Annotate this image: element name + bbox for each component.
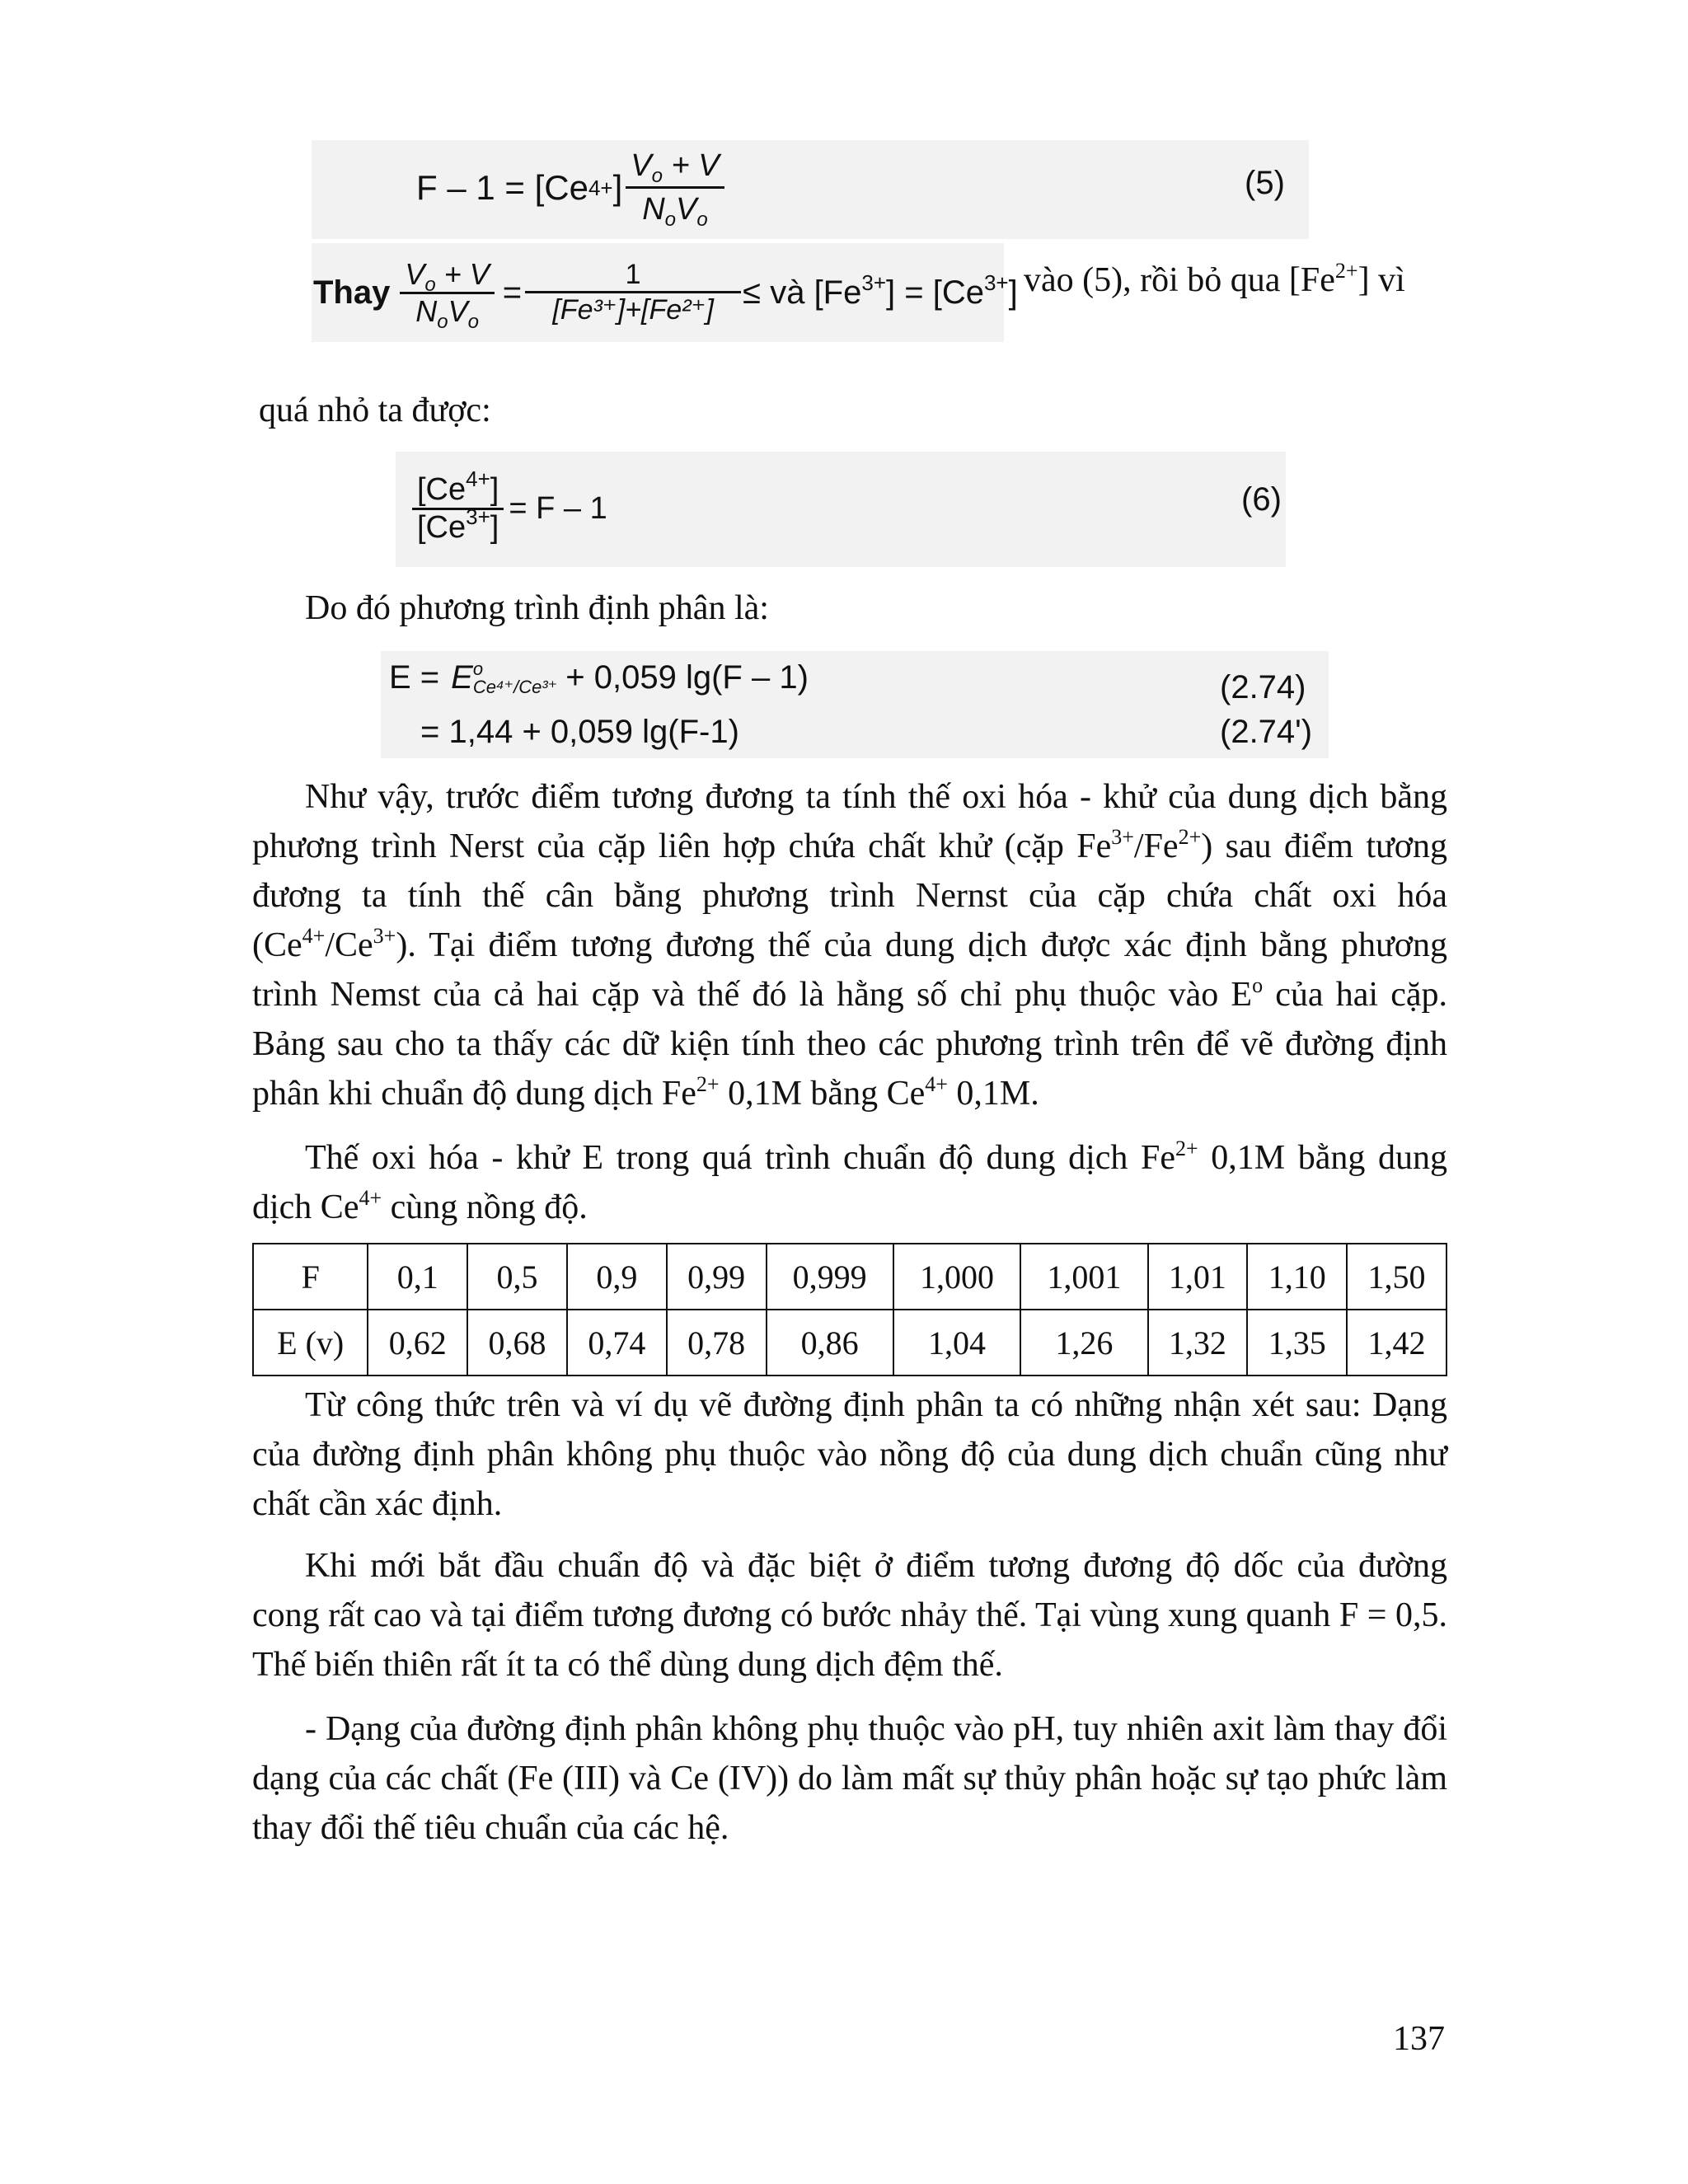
table-cell: 1,35: [1247, 1310, 1347, 1376]
thay-equation: Thay $\frac{V_o + V}{N_oV_o}$ = $\frac{1}{\text{[Fe³⁺]+[Fe²⁺]}}$ ≤ và $[Fe^{3+}] = [Ce^{3+}]$: [313, 256, 1018, 333]
line-qua-nho: quá nhỏ ta được:: [259, 391, 491, 429]
table-cell: 0,9: [567, 1244, 667, 1310]
table-cell: 1,50: [1347, 1244, 1447, 1310]
table-cell: 1,001: [1020, 1244, 1147, 1310]
table-cell: 0,86: [767, 1310, 893, 1376]
table-cell: 1,26: [1020, 1310, 1147, 1376]
table-cell: 1,04: [893, 1310, 1020, 1376]
equation-5-number: (5): [1245, 165, 1285, 201]
table-cell: 1,01: [1148, 1244, 1248, 1310]
table-cell: 1,32: [1148, 1310, 1248, 1376]
paragraph-2: Thế oxi hóa - khử E trong quá trình chuẩn độ dung dịch $Fe^{2+}$ 0,1M bằng dung dịch $Ce^{4+}$ cùng nồng độ.: [252, 1137, 1447, 1226]
equation-274b-number: (2.74'): [1220, 714, 1313, 750]
table-cell: 0,74: [567, 1310, 667, 1376]
equation-5: F – 1 = [Ce 4+ ] $\frac{V_o + V}{N_oV_o}$: [416, 145, 724, 230]
table-cell: 1,10: [1247, 1244, 1347, 1310]
page-number: 137: [1393, 2020, 1445, 2058]
equation-274-number: (2.74): [1220, 669, 1306, 705]
equation-6: $\frac{[Ce^{4+}]}{[Ce^{3+}]}$ = F – 1: [412, 457, 607, 560]
table-cell: 0,1: [368, 1244, 467, 1310]
table-cell: 0,78: [667, 1310, 767, 1376]
paragraph-5: - Dạng của đường định phân không phụ thuộc vào pH, tuy nhiên axit làm thay đổi dạng của các chất (Fe (III) và Ce (IV)) do làm mất sự thủy phân hoặc sự tạo phức làm thay đổi thế tiêu chuẩn của các hệ.: [252, 1710, 1447, 1847]
thay-tail-text: vào (5), rồi bỏ qua $[Fe^{2+}]$ vì: [1024, 259, 1405, 299]
titration-table: [252, 1243, 1447, 1376]
table-row-f: [253, 1244, 1447, 1310]
table-cell: 0,99: [667, 1244, 767, 1310]
table-cell: 0,999: [767, 1244, 893, 1310]
paragraph-4: Khi mới bắt đầu chuẩn độ và đặc biệt ở điểm tương đương độ dốc của đường cong rất cao và tại điểm tương đương có bước nhảy thế. Tại vùng xung quanh F = 0,5. Thế biến thiên rất ít ta có thể dùng dung dịch đệm thế.: [252, 1547, 1447, 1684]
table-cell: 0,62: [368, 1310, 467, 1376]
table-row-e: [253, 1310, 1447, 1376]
table-cell: E (v): [253, 1310, 368, 1376]
equation-6-number: (6): [1241, 481, 1282, 518]
paragraph-3: Từ công thức trên và ví dụ vẽ đường định phân ta có những nhận xét sau: Dạng của đường định phân không phụ thuộc vào nồng độ của dung dịch chuẩn cũng như chất cần xác định.: [252, 1386, 1447, 1523]
table-cell: 1,42: [1347, 1310, 1447, 1376]
table-cell: 0,5: [467, 1244, 567, 1310]
table-cell: 0,68: [467, 1310, 567, 1376]
table-cell: F: [253, 1244, 368, 1310]
equation-274b: = 1,44 + 0,059 lg(F-1): [420, 714, 739, 750]
paragraph-1: Như vậy, trước điểm tương đương ta tính thế oxi hóa - khử của dung dịch bằng phương trình Nerst của cặp liên hợp chứa chất khử (cặp $Fe^{3+}/Fe^{2+}$) sau điểm tương đương ta tính thế cân bằng phương trình Nernst của cặp chứa chất oxi hóa $(Ce^{4+}/Ce^{3+})$. Tại điểm tương đương thế của dung dịch được xác định bằng phương trình Nemst của cả hai cặp và thế đó là hằng số chỉ phụ thuộc vào $E^o$ của hai cặp. Bảng sau cho ta thấy các dữ kiện tính theo các phương trình trên để vẽ đường định phân khi chuẩn độ dung dịch $Fe^{2+}$ 0,1M bằng $Ce^{4+}$ 0,1M.: [252, 778, 1447, 1113]
line-do-do: Do đó phương trình định phân là:: [305, 589, 769, 627]
table-cell: 1,000: [893, 1244, 1020, 1310]
equation-274: E = E o Ce⁴⁺/Ce³⁺ + 0,059 lg(F – 1): [389, 658, 809, 697]
